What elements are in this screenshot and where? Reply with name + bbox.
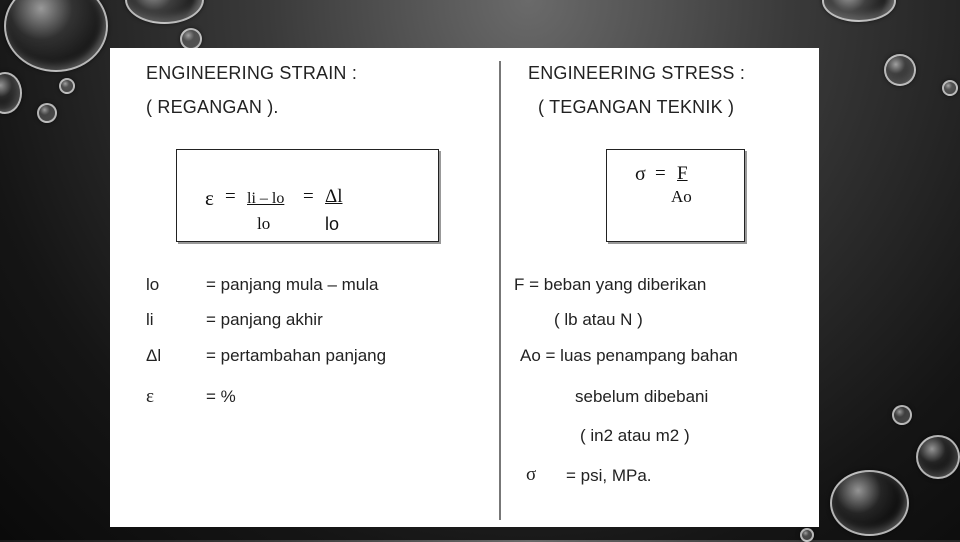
strain-formula-box: [176, 149, 439, 242]
equals-sign: =: [303, 186, 314, 207]
stress-formula-box: [606, 149, 745, 242]
stress-def-sigma-desc: = psi, MPa.: [566, 466, 652, 485]
stress-def-area-cont: sebelum dibebani: [575, 387, 709, 406]
def-symbol-epsilon: ε: [146, 386, 154, 407]
strain-denominator: lo: [257, 214, 271, 233]
delta-l-denominator: lo: [325, 214, 340, 234]
sigma-symbol: σ: [635, 163, 646, 185]
bubble-decoration: [4, 0, 108, 72]
bubble-decoration: [892, 405, 912, 425]
bubble-decoration: [0, 72, 22, 114]
def-symbol-delta-l: Δl: [146, 346, 162, 365]
strain-subtitle: ( REGANGAN ).: [146, 97, 279, 117]
area-denominator: Ao: [671, 187, 692, 206]
bubble-decoration: [59, 78, 75, 94]
bubble-decoration: [884, 54, 916, 86]
def-desc-lo: = panjang mula – mula: [206, 275, 379, 294]
def-symbol-lo: lo: [146, 275, 160, 294]
bubble-decoration: [942, 80, 958, 96]
bubble-decoration: [37, 103, 57, 123]
delta-l-numerator: Δl: [325, 186, 343, 207]
stress-subtitle: ( TEGANGAN TEKNIK ): [538, 97, 735, 117]
stress-title: ENGINEERING STRESS :: [528, 63, 746, 83]
bubble-decoration: [916, 435, 960, 479]
bubble-decoration: [830, 470, 909, 536]
force-numerator: F: [677, 163, 688, 184]
def-desc-epsilon: = %: [206, 387, 236, 406]
def-desc-li: = panjang akhir: [206, 310, 323, 329]
bubble-decoration: [822, 0, 896, 22]
stress-def-sigma-symbol: σ: [526, 464, 537, 485]
stress-def-area-unit: ( in2 atau m2 ): [580, 426, 690, 445]
strain-numerator: li – lo: [247, 190, 285, 207]
bubble-decoration: [125, 0, 204, 24]
def-desc-delta-l: = pertambahan panjang: [206, 346, 387, 365]
def-symbol-li: li: [146, 310, 154, 329]
stress-def-force-unit: ( lb atau N ): [554, 310, 643, 329]
epsilon-symbol: ε: [205, 186, 214, 210]
equals-sign: =: [655, 163, 666, 184]
equals-sign: =: [225, 186, 236, 207]
content-slide: [110, 48, 819, 527]
strain-title: ENGINEERING STRAIN :: [146, 63, 358, 83]
stress-def-force: F = beban yang diberikan: [514, 275, 707, 294]
column-divider: [499, 61, 501, 520]
stress-def-area: Ao = luas penampang bahan: [520, 346, 738, 365]
bubble-decoration: [180, 28, 202, 50]
